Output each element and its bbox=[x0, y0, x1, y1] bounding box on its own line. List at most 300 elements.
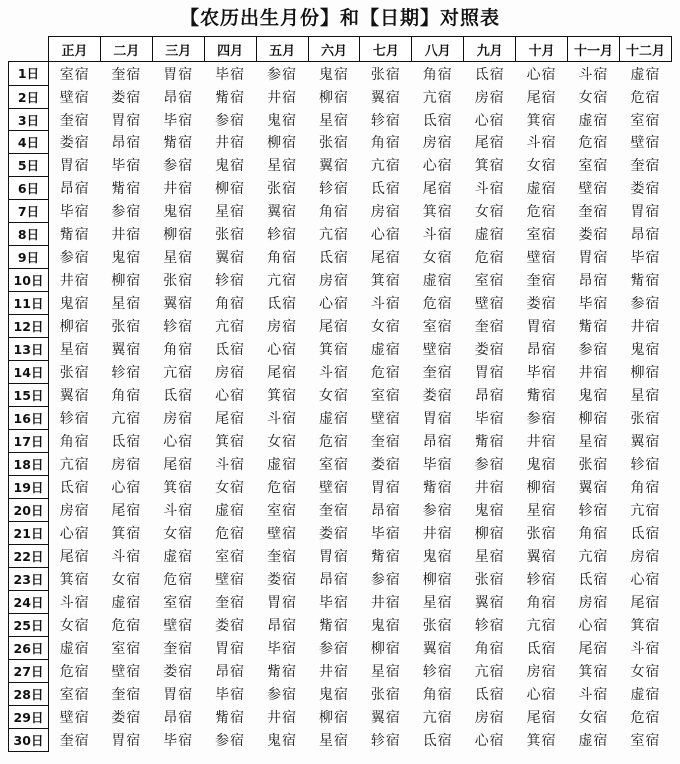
mansion-cell: 娄宿 bbox=[267, 571, 298, 588]
mansion-cell: 壁宿 bbox=[267, 525, 298, 542]
mansion-cell: 危宿 bbox=[526, 204, 557, 221]
mansion-cell: 张宿 bbox=[422, 617, 453, 634]
mansion-cell: 张宿 bbox=[370, 66, 401, 83]
mansion-cell: 井宿 bbox=[526, 434, 557, 451]
mansion-cell: 角宿 bbox=[630, 480, 661, 496]
mansion-cell: 女宿 bbox=[578, 89, 609, 106]
mansion-cell: 鬼宿 bbox=[318, 66, 349, 83]
mansion-cell: 参宿 bbox=[215, 732, 246, 749]
day-label: 28日 bbox=[9, 682, 49, 705]
mansion-cell: 奎宿 bbox=[422, 365, 453, 382]
day-label: 3日 bbox=[9, 108, 49, 131]
table-row bbox=[9, 315, 672, 338]
mansion-cell: 心宿 bbox=[267, 342, 298, 359]
mansion-cell: 娄宿 bbox=[318, 525, 349, 542]
mansion-cell: 箕宿 bbox=[267, 388, 298, 405]
mansion-cell: 星宿 bbox=[163, 250, 194, 267]
mansion-cell: 尾宿 bbox=[630, 594, 661, 611]
mansion-cell: 尾宿 bbox=[163, 457, 194, 474]
day-label: 1日 bbox=[9, 62, 49, 86]
mansion-cell: 斗宿 bbox=[318, 365, 349, 382]
mansion-cell: 亢宿 bbox=[422, 89, 453, 106]
mansion-cell: 箕宿 bbox=[163, 480, 194, 496]
table-row bbox=[9, 705, 672, 728]
mansion-cell: 星宿 bbox=[318, 112, 349, 129]
mansion-cell: 斗宿 bbox=[578, 66, 609, 83]
mansion-cell: 女宿 bbox=[215, 480, 246, 496]
mansion-cell: 毕宿 bbox=[111, 158, 142, 175]
mansion-cell: 室宿 bbox=[318, 457, 349, 474]
day-label: 25日 bbox=[9, 613, 49, 636]
mansion-cell: 虚宿 bbox=[215, 502, 246, 519]
mansion-cell: 轸宿 bbox=[578, 502, 609, 519]
mansion-cell: 女宿 bbox=[526, 158, 557, 175]
corner-cell bbox=[9, 37, 49, 62]
day-label: 9日 bbox=[9, 246, 49, 269]
mansion-cell: 虚宿 bbox=[630, 686, 661, 703]
mansion-cell: 危宿 bbox=[318, 434, 349, 451]
mansion-cell: 翼宿 bbox=[630, 434, 661, 451]
mansion-cell: 轸宿 bbox=[370, 732, 401, 749]
table-row bbox=[9, 590, 672, 613]
mansion-cell: 心宿 bbox=[526, 66, 557, 83]
mansion-cell: 毕宿 bbox=[163, 112, 194, 129]
month-header: 十二月 bbox=[619, 37, 671, 62]
mansion-cell: 觜宿 bbox=[526, 388, 557, 405]
mansion-cell: 鬼宿 bbox=[578, 388, 609, 405]
mansion-cell: 箕宿 bbox=[318, 342, 349, 359]
mansion-cell: 尾宿 bbox=[578, 640, 609, 657]
mansion-cell: 柳宿 bbox=[474, 525, 505, 542]
mansion-cell: 奎宿 bbox=[163, 640, 194, 657]
mansion-cell: 房宿 bbox=[474, 709, 505, 726]
mansion-cell: 鬼宿 bbox=[526, 457, 557, 474]
day-label: 29日 bbox=[9, 705, 49, 728]
mansion-cell: 觜宿 bbox=[267, 663, 298, 680]
mansion-cell: 参宿 bbox=[111, 204, 142, 221]
mansion-cell: 参宿 bbox=[474, 457, 505, 474]
mansion-cell: 房宿 bbox=[59, 502, 90, 519]
mansion-cell: 亢宿 bbox=[630, 502, 661, 519]
mansion-cell: 鬼宿 bbox=[474, 502, 505, 519]
mansion-cell: 箕宿 bbox=[630, 617, 661, 634]
mansion-cell: 尾宿 bbox=[215, 411, 246, 428]
mansion-cell: 鬼宿 bbox=[163, 204, 194, 221]
mansion-cell: 昂宿 bbox=[630, 227, 661, 244]
mansion-cell: 斗宿 bbox=[59, 594, 90, 611]
mansion-cell: 虚宿 bbox=[474, 227, 505, 244]
mansion-cell: 井宿 bbox=[267, 709, 298, 726]
mansion-cell: 箕宿 bbox=[370, 273, 401, 290]
day-label: 27日 bbox=[9, 659, 49, 682]
mansion-cell: 毕宿 bbox=[163, 732, 194, 749]
mansion-cell: 奎宿 bbox=[111, 66, 142, 83]
mansion-cell: 壁宿 bbox=[578, 181, 609, 198]
mansion-cell: 柳宿 bbox=[630, 365, 661, 382]
mansion-cell: 鬼宿 bbox=[630, 342, 661, 359]
mansion-cell: 娄宿 bbox=[422, 388, 453, 405]
mansion-cell: 参宿 bbox=[422, 502, 453, 519]
mansion-cell: 虚宿 bbox=[630, 66, 661, 83]
mansion-cell: 箕宿 bbox=[474, 158, 505, 175]
mansion-cell: 星宿 bbox=[422, 594, 453, 611]
mansion-cell: 女宿 bbox=[59, 617, 90, 634]
mansion-cell: 觜宿 bbox=[578, 319, 609, 336]
mansion-cell: 室宿 bbox=[630, 112, 661, 129]
mansion-cell: 心宿 bbox=[474, 112, 505, 129]
mansion-cell: 角宿 bbox=[267, 250, 298, 267]
mansion-cell: 井宿 bbox=[630, 319, 661, 336]
month-header: 八月 bbox=[412, 37, 464, 62]
mansion-cell: 房宿 bbox=[111, 457, 142, 474]
mansion-cell: 轸宿 bbox=[474, 617, 505, 634]
mansion-cell: 角宿 bbox=[111, 388, 142, 405]
mansion-cell: 娄宿 bbox=[59, 135, 90, 152]
mansion-cell: 毕宿 bbox=[59, 204, 90, 221]
mansion-cell: 虚宿 bbox=[267, 457, 298, 474]
mansion-cell: 亢宿 bbox=[215, 319, 246, 336]
mansion-cell: 柳宿 bbox=[59, 319, 90, 336]
day-label: 13日 bbox=[9, 338, 49, 361]
mansion-cell: 亢宿 bbox=[526, 617, 557, 634]
mansion-cell: 室宿 bbox=[59, 686, 90, 703]
mansion-cell: 井宿 bbox=[578, 365, 609, 382]
mansion-cell: 室宿 bbox=[111, 640, 142, 657]
day-label: 15日 bbox=[9, 384, 49, 407]
mansion-cell: 室宿 bbox=[59, 66, 90, 83]
mansion-cell: 觜宿 bbox=[370, 548, 401, 565]
table-body bbox=[9, 62, 672, 752]
mansion-cell: 娄宿 bbox=[370, 457, 401, 474]
mansion-cell: 轸宿 bbox=[370, 112, 401, 129]
mansion-cell: 觜宿 bbox=[59, 227, 90, 244]
mansion-cell: 翼宿 bbox=[318, 158, 349, 175]
mansion-cell: 娄宿 bbox=[111, 89, 142, 106]
mansion-cell: 亢宿 bbox=[163, 365, 194, 382]
mansion-cell: 虚宿 bbox=[318, 411, 349, 428]
mansion-cell: 胃宿 bbox=[526, 319, 557, 336]
table-row bbox=[9, 154, 672, 177]
mansion-cell: 女宿 bbox=[111, 571, 142, 588]
mansion-cell: 角宿 bbox=[422, 66, 453, 83]
mansion-cell: 胃宿 bbox=[163, 66, 194, 83]
mansion-cell: 翼宿 bbox=[111, 342, 142, 359]
mansion-cell: 胃宿 bbox=[163, 686, 194, 703]
mansion-cell: 心宿 bbox=[59, 525, 90, 542]
mansion-cell: 角宿 bbox=[59, 434, 90, 451]
mansion-cell: 昂宿 bbox=[267, 617, 298, 634]
mansion-cell: 角宿 bbox=[163, 342, 194, 359]
mansion-cell: 斗宿 bbox=[215, 457, 246, 474]
mansion-cell: 井宿 bbox=[163, 181, 194, 198]
mansion-cell: 房宿 bbox=[630, 548, 661, 565]
mansion-cell: 胃宿 bbox=[578, 250, 609, 267]
day-label: 7日 bbox=[9, 200, 49, 223]
mansion-cell: 星宿 bbox=[370, 663, 401, 680]
mansion-cell: 觜宿 bbox=[630, 273, 661, 290]
mansion-cell: 室宿 bbox=[578, 158, 609, 175]
month-header: 五月 bbox=[256, 37, 308, 62]
mansion-cell: 井宿 bbox=[59, 273, 90, 290]
mansion-cell: 室宿 bbox=[422, 319, 453, 336]
mansion-cell: 昂宿 bbox=[59, 181, 90, 198]
mansion-cell: 娄宿 bbox=[526, 296, 557, 313]
month-header-row bbox=[9, 37, 672, 62]
mansion-cell: 胃宿 bbox=[474, 365, 505, 382]
mansion-cell: 箕宿 bbox=[526, 112, 557, 129]
table-row bbox=[9, 338, 672, 361]
mansion-cell: 参宿 bbox=[370, 571, 401, 588]
mansion-cell: 斗宿 bbox=[422, 227, 453, 244]
mansion-cell: 柳宿 bbox=[215, 181, 246, 198]
day-label: 30日 bbox=[9, 728, 49, 751]
mansion-cell: 参宿 bbox=[163, 158, 194, 175]
mansion-cell: 觜宿 bbox=[474, 434, 505, 451]
mansion-cell: 危宿 bbox=[163, 571, 194, 588]
month-header: 十一月 bbox=[568, 37, 620, 62]
mansion-cell: 室宿 bbox=[474, 273, 505, 290]
mansion-cell: 虚宿 bbox=[422, 273, 453, 290]
mansion-cell: 胃宿 bbox=[370, 480, 401, 496]
mansion-cell: 张宿 bbox=[111, 319, 142, 336]
table-row bbox=[9, 361, 672, 384]
mansion-cell: 觜宿 bbox=[318, 617, 349, 634]
mansion-cell: 亢宿 bbox=[59, 457, 90, 474]
table-row bbox=[9, 430, 672, 453]
mansion-cell: 室宿 bbox=[370, 388, 401, 405]
lunar-mansion-table bbox=[8, 36, 672, 752]
mansion-cell: 觜宿 bbox=[111, 181, 142, 198]
mansion-cell: 壁宿 bbox=[318, 480, 349, 496]
mansion-cell: 张宿 bbox=[215, 227, 246, 244]
mansion-cell: 室宿 bbox=[267, 502, 298, 519]
mansion-cell: 亢宿 bbox=[111, 411, 142, 428]
table-row bbox=[9, 659, 672, 682]
mansion-cell: 尾宿 bbox=[111, 502, 142, 519]
mansion-cell: 氐宿 bbox=[370, 181, 401, 198]
table-row bbox=[9, 498, 672, 521]
mansion-cell: 星宿 bbox=[630, 388, 661, 405]
mansion-cell: 轸宿 bbox=[111, 365, 142, 382]
mansion-cell: 昂宿 bbox=[370, 502, 401, 519]
month-header: 二月 bbox=[100, 37, 152, 62]
mansion-cell: 奎宿 bbox=[630, 158, 661, 175]
mansion-cell: 胃宿 bbox=[630, 204, 661, 221]
mansion-cell: 心宿 bbox=[370, 227, 401, 244]
table-row bbox=[9, 728, 672, 751]
mansion-cell: 奎宿 bbox=[318, 502, 349, 519]
mansion-cell: 星宿 bbox=[578, 434, 609, 451]
mansion-cell: 奎宿 bbox=[474, 319, 505, 336]
table-row bbox=[9, 200, 672, 223]
table-row bbox=[9, 544, 672, 567]
day-label: 4日 bbox=[9, 131, 49, 154]
day-label: 14日 bbox=[9, 361, 49, 384]
mansion-cell: 房宿 bbox=[267, 319, 298, 336]
mansion-cell: 胃宿 bbox=[318, 548, 349, 565]
mansion-cell: 室宿 bbox=[215, 548, 246, 565]
mansion-cell: 星宿 bbox=[267, 158, 298, 175]
mansion-cell: 奎宿 bbox=[267, 548, 298, 565]
mansion-cell: 奎宿 bbox=[526, 273, 557, 290]
mansion-cell: 危宿 bbox=[370, 365, 401, 382]
mansion-cell: 女宿 bbox=[163, 525, 194, 542]
day-label: 24日 bbox=[9, 590, 49, 613]
mansion-cell: 角宿 bbox=[215, 296, 246, 313]
mansion-cell: 翼宿 bbox=[526, 548, 557, 565]
mansion-cell: 氐宿 bbox=[111, 434, 142, 451]
mansion-cell: 昂宿 bbox=[111, 135, 142, 152]
mansion-cell: 奎宿 bbox=[111, 686, 142, 703]
mansion-cell: 斗宿 bbox=[111, 548, 142, 565]
mansion-cell: 女宿 bbox=[578, 709, 609, 726]
mansion-cell: 氐宿 bbox=[630, 525, 661, 542]
day-label: 19日 bbox=[9, 476, 49, 499]
mansion-cell: 心宿 bbox=[422, 158, 453, 175]
mansion-cell: 昂宿 bbox=[526, 342, 557, 359]
mansion-cell: 娄宿 bbox=[630, 181, 661, 198]
mansion-cell: 壁宿 bbox=[526, 250, 557, 267]
mansion-cell: 翼宿 bbox=[370, 709, 401, 726]
mansion-cell: 氐宿 bbox=[422, 732, 453, 749]
mansion-cell: 尾宿 bbox=[526, 89, 557, 106]
mansion-cell: 氐宿 bbox=[526, 640, 557, 657]
mansion-cell: 房宿 bbox=[474, 89, 505, 106]
mansion-cell: 张宿 bbox=[526, 525, 557, 542]
mansion-cell: 张宿 bbox=[59, 365, 90, 382]
mansion-cell: 翼宿 bbox=[59, 388, 90, 405]
mansion-cell: 轸宿 bbox=[526, 571, 557, 588]
mansion-cell: 星宿 bbox=[215, 204, 246, 221]
mansion-cell: 昂宿 bbox=[163, 89, 194, 106]
mansion-cell: 参宿 bbox=[267, 66, 298, 83]
mansion-cell: 壁宿 bbox=[111, 663, 142, 680]
mansion-cell: 翼宿 bbox=[163, 296, 194, 313]
mansion-cell: 角宿 bbox=[474, 640, 505, 657]
mansion-cell: 参宿 bbox=[630, 296, 661, 313]
mansion-cell: 井宿 bbox=[370, 594, 401, 611]
mansion-cell: 危宿 bbox=[578, 135, 609, 152]
mansion-cell: 壁宿 bbox=[163, 617, 194, 634]
mansion-cell: 虚宿 bbox=[59, 640, 90, 657]
mansion-cell: 虚宿 bbox=[111, 594, 142, 611]
mansion-cell: 昂宿 bbox=[474, 388, 505, 405]
mansion-cell: 胃宿 bbox=[111, 112, 142, 129]
mansion-cell: 危宿 bbox=[630, 89, 661, 106]
mansion-cell: 星宿 bbox=[526, 502, 557, 519]
month-header: 七月 bbox=[360, 37, 412, 62]
mansion-cell: 张宿 bbox=[267, 181, 298, 198]
table-row bbox=[9, 636, 672, 659]
mansion-cell: 娄宿 bbox=[215, 617, 246, 634]
mansion-cell: 张宿 bbox=[578, 457, 609, 474]
mansion-cell: 奎宿 bbox=[59, 112, 90, 129]
mansion-cell: 参宿 bbox=[318, 640, 349, 657]
mansion-cell: 壁宿 bbox=[474, 296, 505, 313]
mansion-cell: 壁宿 bbox=[59, 89, 90, 106]
mansion-cell: 娄宿 bbox=[163, 663, 194, 680]
mansion-cell: 虚宿 bbox=[163, 548, 194, 565]
table-row bbox=[9, 613, 672, 636]
mansion-cell: 虚宿 bbox=[526, 181, 557, 198]
mansion-cell: 危宿 bbox=[267, 480, 298, 496]
mansion-cell: 毕宿 bbox=[215, 686, 246, 703]
month-header: 六月 bbox=[308, 37, 360, 62]
mansion-cell: 参宿 bbox=[267, 686, 298, 703]
mansion-cell: 奎宿 bbox=[578, 204, 609, 221]
mansion-cell: 昂宿 bbox=[215, 663, 246, 680]
mansion-cell: 女宿 bbox=[474, 204, 505, 221]
mansion-cell: 危宿 bbox=[215, 525, 246, 542]
mansion-cell: 星宿 bbox=[474, 548, 505, 565]
mansion-cell: 氐宿 bbox=[422, 112, 453, 129]
mansion-cell: 尾宿 bbox=[267, 365, 298, 382]
mansion-cell: 心宿 bbox=[163, 434, 194, 451]
mansion-cell: 觜宿 bbox=[163, 135, 194, 152]
mansion-cell: 亢宿 bbox=[422, 709, 453, 726]
mansion-cell: 轸宿 bbox=[422, 663, 453, 680]
table-row bbox=[9, 177, 672, 200]
mansion-cell: 氐宿 bbox=[215, 342, 246, 359]
mansion-cell: 昂宿 bbox=[163, 709, 194, 726]
mansion-cell: 柳宿 bbox=[422, 571, 453, 588]
mansion-cell: 斗宿 bbox=[267, 411, 298, 428]
day-label: 12日 bbox=[9, 315, 49, 338]
month-header: 三月 bbox=[152, 37, 204, 62]
mansion-cell: 觜宿 bbox=[422, 480, 453, 496]
mansion-cell: 井宿 bbox=[267, 89, 298, 106]
mansion-cell: 心宿 bbox=[630, 571, 661, 588]
mansion-cell: 尾宿 bbox=[370, 250, 401, 267]
mansion-cell: 鬼宿 bbox=[267, 112, 298, 129]
table-row bbox=[9, 246, 672, 269]
day-label: 2日 bbox=[9, 85, 49, 108]
mansion-cell: 胃宿 bbox=[215, 640, 246, 657]
mansion-cell: 参宿 bbox=[215, 112, 246, 129]
mansion-cell: 奎宿 bbox=[370, 434, 401, 451]
mansion-cell: 危宿 bbox=[474, 250, 505, 267]
mansion-cell: 参宿 bbox=[526, 411, 557, 428]
mansion-cell: 角宿 bbox=[370, 135, 401, 152]
mansion-cell: 女宿 bbox=[370, 319, 401, 336]
mansion-cell: 斗宿 bbox=[163, 502, 194, 519]
mansion-cell: 毕宿 bbox=[215, 66, 246, 83]
mansion-cell: 轸宿 bbox=[163, 319, 194, 336]
mansion-cell: 心宿 bbox=[318, 296, 349, 313]
mansion-cell: 毕宿 bbox=[630, 250, 661, 267]
mansion-cell: 箕宿 bbox=[59, 571, 90, 588]
mansion-cell: 心宿 bbox=[111, 480, 142, 496]
day-label: 21日 bbox=[9, 521, 49, 544]
mansion-cell: 箕宿 bbox=[111, 525, 142, 542]
mansion-cell: 箕宿 bbox=[215, 434, 246, 451]
mansion-cell: 壁宿 bbox=[370, 411, 401, 428]
mansion-cell: 氐宿 bbox=[163, 388, 194, 405]
mansion-cell: 斗宿 bbox=[630, 640, 661, 657]
mansion-cell: 角宿 bbox=[526, 594, 557, 611]
mansion-cell: 张宿 bbox=[370, 686, 401, 703]
mansion-cell: 尾宿 bbox=[474, 135, 505, 152]
table-row bbox=[9, 453, 672, 476]
mansion-cell: 轸宿 bbox=[318, 181, 349, 198]
mansion-cell: 角宿 bbox=[318, 204, 349, 221]
table-row bbox=[9, 269, 672, 292]
mansion-cell: 柳宿 bbox=[578, 411, 609, 428]
mansion-cell: 危宿 bbox=[630, 709, 661, 726]
mansion-cell: 翼宿 bbox=[267, 204, 298, 221]
mansion-cell: 昂宿 bbox=[422, 434, 453, 451]
mansion-cell: 鬼宿 bbox=[111, 250, 142, 267]
